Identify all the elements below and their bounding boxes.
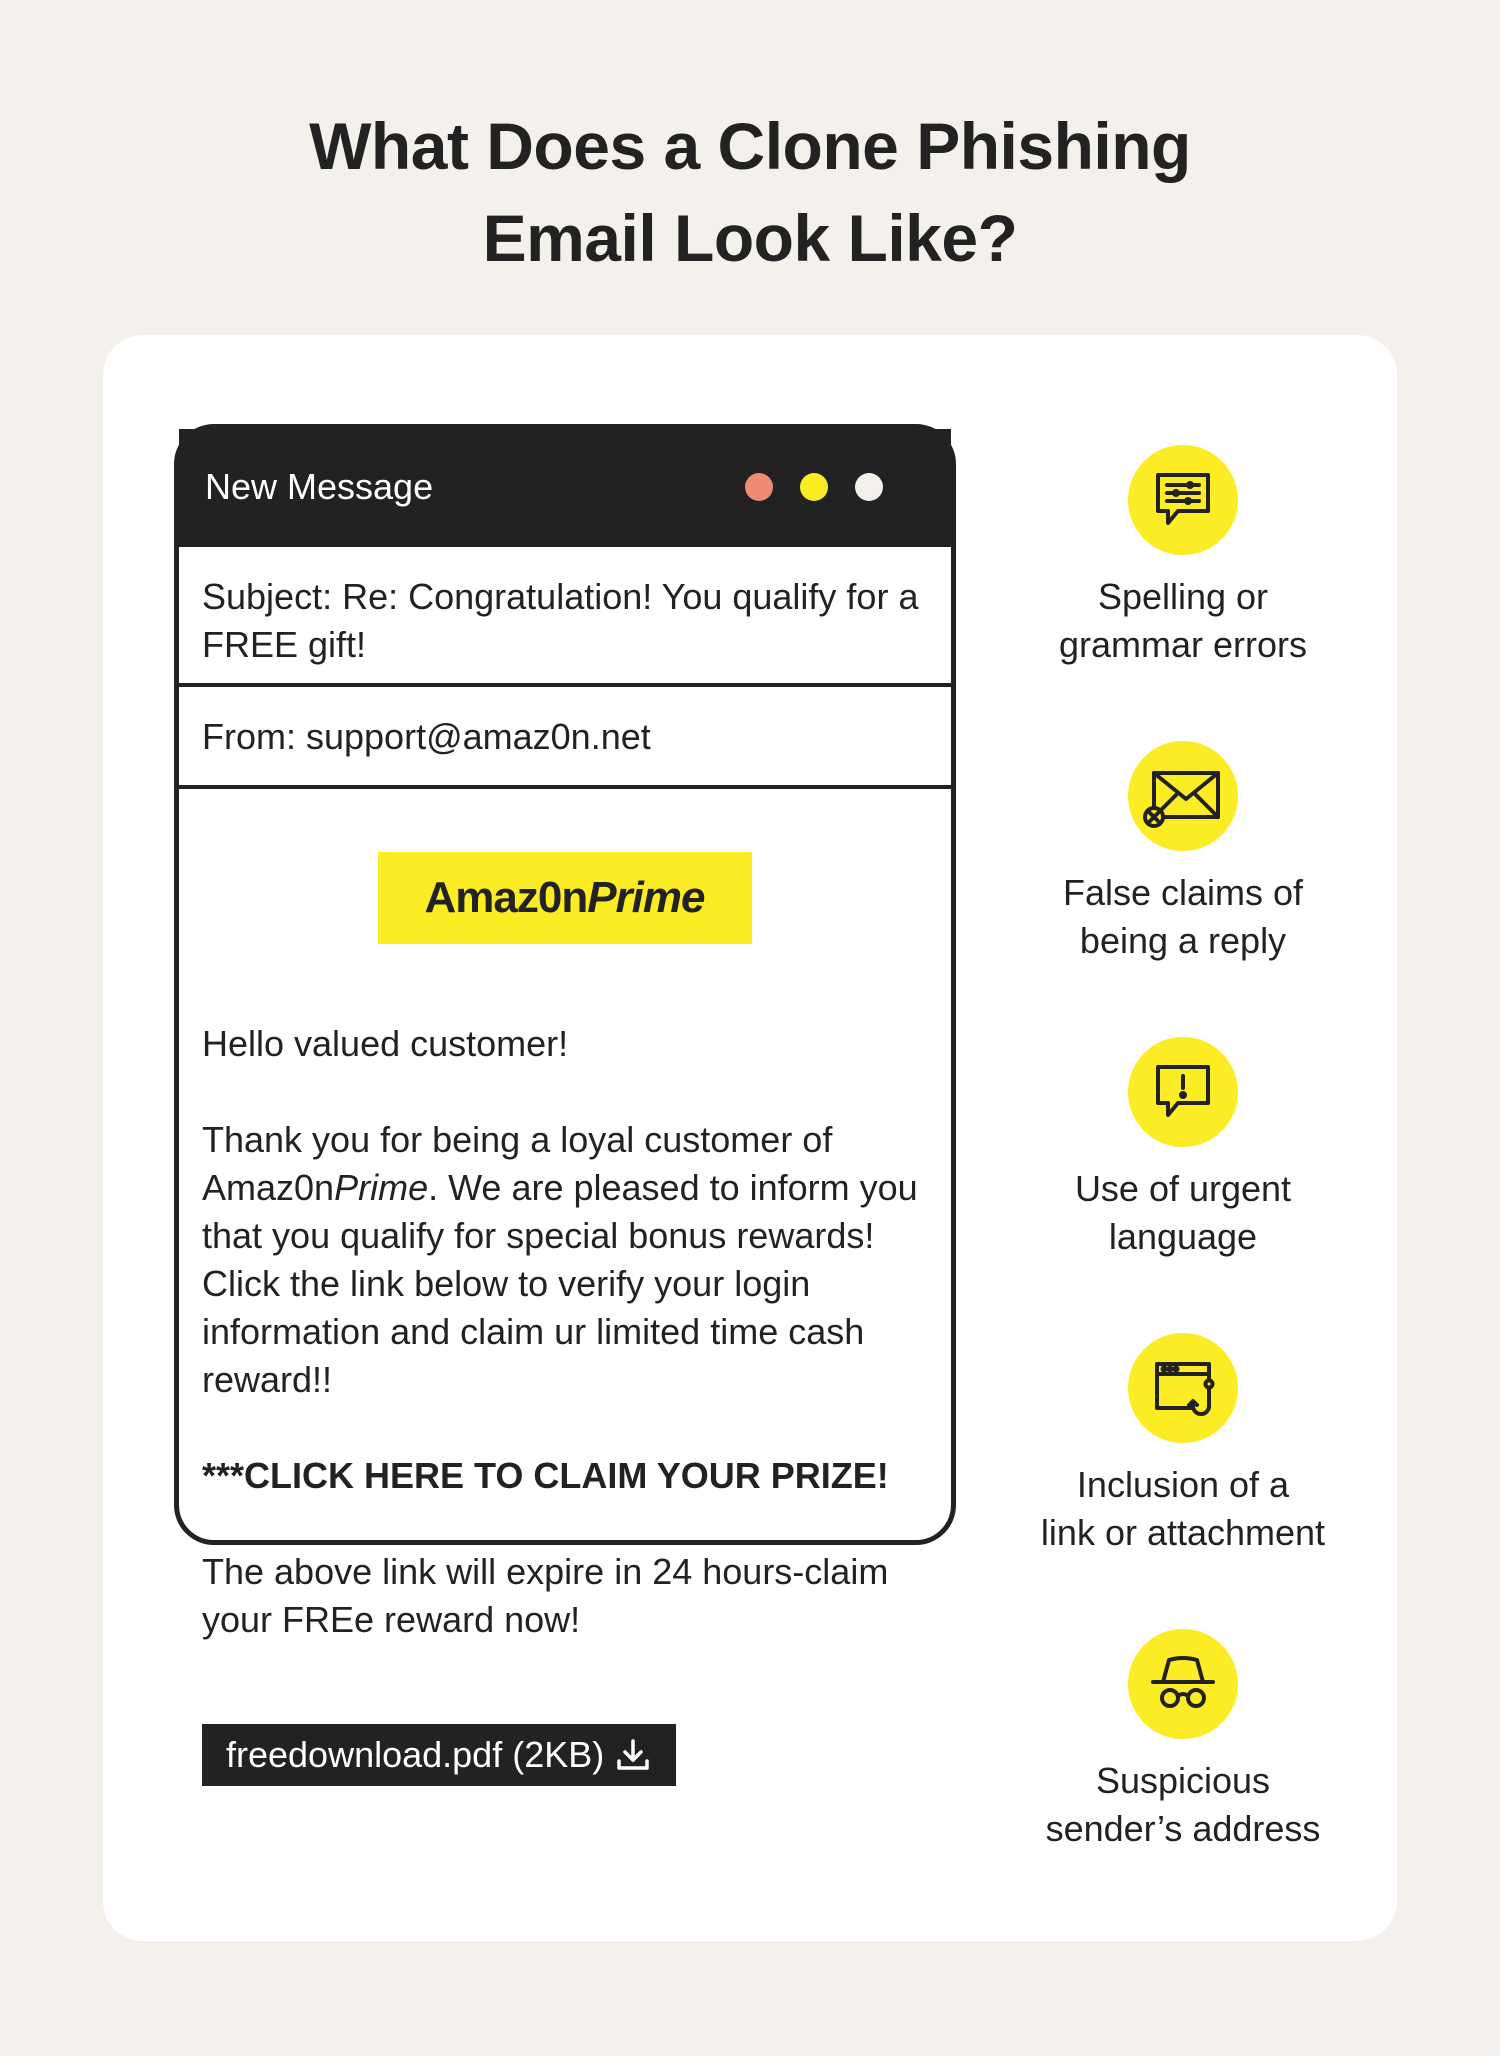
subject-text: Subject: Re: Congratulation! You qualify for a FREE gift! bbox=[202, 576, 919, 665]
spy-icon bbox=[1128, 1629, 1238, 1739]
from-text: From: support@amaz0n.net bbox=[202, 716, 651, 757]
greeting-text: Hello valued customer! bbox=[202, 1023, 569, 1064]
attachment-button[interactable] bbox=[202, 1724, 676, 1786]
feature-label: Inclusion of a link or attachment bbox=[1040, 1464, 1326, 1553]
exclamation-bubble-icon bbox=[1128, 1037, 1238, 1147]
download-icon bbox=[614, 1736, 652, 1774]
feature-spelling bbox=[983, 445, 1383, 669]
body-paragraph bbox=[202, 1116, 927, 1404]
email-title-bar bbox=[179, 429, 951, 547]
email-window bbox=[174, 424, 956, 1775]
logo-part-2: Prime bbox=[587, 873, 705, 922]
feature-false-reply bbox=[983, 741, 1383, 965]
attachment-label: freedownload.pdf (2KB) bbox=[226, 1734, 605, 1775]
brand-logo bbox=[378, 852, 752, 944]
subject-field[interactable] bbox=[179, 547, 951, 687]
logo-part-1: Amaz0n bbox=[424, 873, 588, 922]
content-card bbox=[103, 335, 1397, 1941]
feature-label: Suspicious sender’s address bbox=[1045, 1760, 1321, 1849]
title-line-2: Email Look Like? bbox=[482, 201, 1018, 275]
minimize-dot-icon[interactable] bbox=[800, 473, 828, 501]
from-field[interactable] bbox=[179, 687, 951, 789]
email-body bbox=[179, 852, 951, 1786]
body-text-italic: Prime bbox=[334, 1167, 429, 1208]
feature-label: False claims of being a reply bbox=[1062, 872, 1304, 961]
window-title: New Message bbox=[205, 466, 434, 507]
envelope-x-icon bbox=[1128, 741, 1238, 851]
chat-bubble-lines-icon bbox=[1128, 445, 1238, 555]
feature-urgent-language bbox=[983, 1037, 1383, 1261]
feature-suspicious-sender bbox=[983, 1629, 1383, 1853]
maximize-dot-icon[interactable] bbox=[855, 473, 883, 501]
feature-link-attachment bbox=[983, 1333, 1383, 1557]
title-line-1: What Does a Clone Phishing bbox=[309, 109, 1191, 183]
close-dot-icon[interactable] bbox=[745, 473, 773, 501]
expire-text: The above link will expire in 24 hours-claim your FREe reward now! bbox=[202, 1551, 889, 1640]
claim-prize-link[interactable]: ***CLICK HERE TO CLAIM YOUR PRIZE! bbox=[202, 1455, 889, 1496]
body-text-1: Thank you for being a loyal customer of Amaz0n bbox=[202, 1119, 833, 1208]
page-title bbox=[0, 100, 1500, 284]
feature-label: Use of urgent language bbox=[1074, 1168, 1292, 1257]
feature-label: Spelling or grammar errors bbox=[1058, 576, 1308, 665]
browser-hook-icon bbox=[1128, 1333, 1238, 1443]
body-text-2: . We are pleased to inform you that you qualify for special bonus rewards! Click the link below to verify your login information and claim ur limited time cash reward!! bbox=[202, 1167, 918, 1400]
